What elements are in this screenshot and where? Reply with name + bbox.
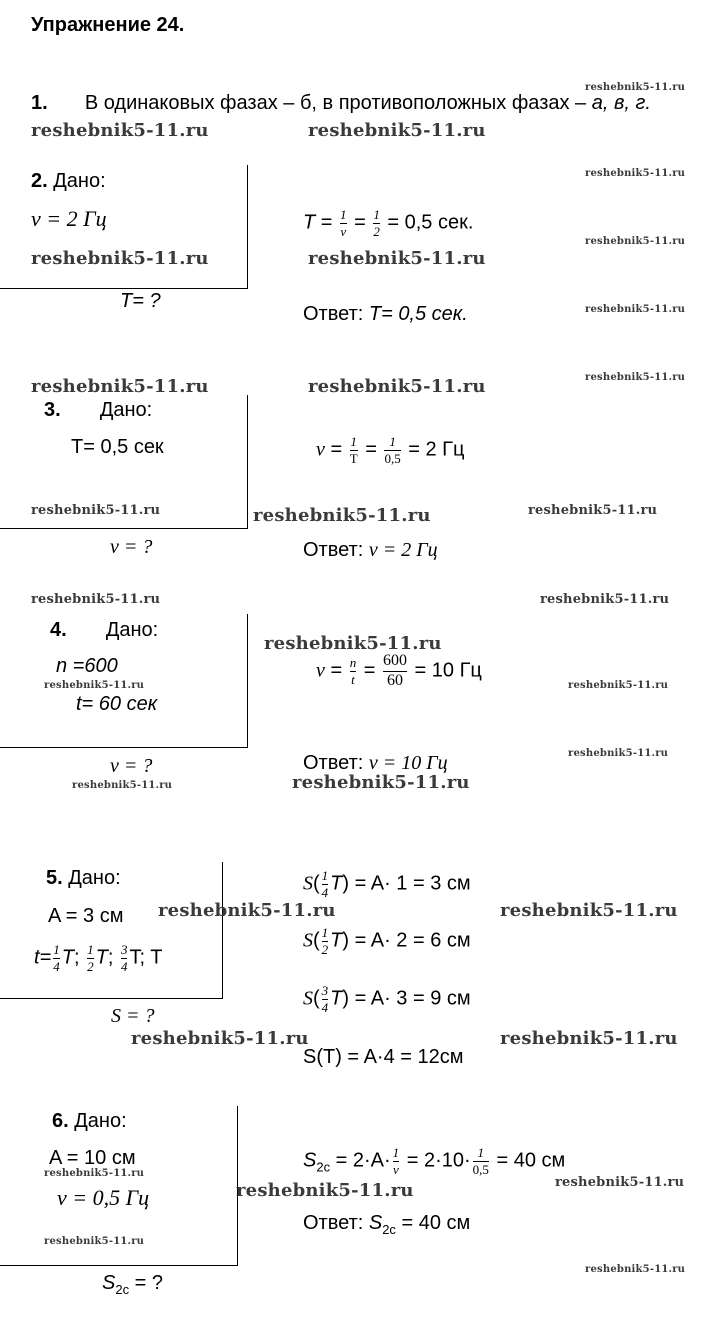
equation-three-quarters: S( $\frac{3}{4}$ T) = A· 3 = 9 см [303,983,471,1015]
watermark: reshebnik5-11.ru [44,1168,145,1179]
watermark: reshebnik5-11.ru [585,1264,686,1275]
watermark: reshebnik5-11.ru [500,900,678,921]
watermark: reshebnik5-11.ru [264,633,442,654]
watermark: reshebnik5-11.ru [308,120,486,141]
problem-1 [31,92,651,115]
page-title: Упражнение 24. [31,14,185,36]
watermark: reshebnik5-11.ru [528,503,658,518]
unknown-label: $S_{2c}$ = ? [102,1272,163,1297]
watermark: reshebnik5-11.ru [31,120,209,141]
given-period: T= 0,5 сек [71,436,164,458]
watermark: reshebnik5-11.ru [308,248,486,269]
watermark: reshebnik5-11.ru [31,376,209,397]
given-label: Дано: [74,1110,127,1132]
unknown-label: ν = ? [110,755,153,777]
watermark: reshebnik5-11.ru [72,780,173,791]
watermark: reshebnik5-11.ru [585,372,686,383]
answer-line: Ответ: ν = 10 Гц [303,752,448,774]
problem-number: 2. [31,170,48,192]
given-header [31,170,106,193]
given-label: Дано: [99,399,153,421]
equation: ν = $\frac{n}{t}$ = $\frac{600}{60}$ = 10 Гц [316,652,482,690]
problem-number: 3. [44,399,61,421]
watermark: reshebnik5-11.ru [31,503,161,518]
unknown-label: T= ? [120,290,161,312]
equation-half: S( $\frac{1}{2}$ T) = A· 2 = 6 см [303,925,471,957]
watermark: reshebnik5-11.ru [292,772,470,793]
watermark: reshebnik5-11.ru [585,82,686,93]
watermark: reshebnik5-11.ru [236,1180,414,1201]
problem-number: 1. [31,92,48,114]
given-label: Дано: [105,619,159,641]
watermark: reshebnik5-11.ru [31,248,209,269]
answer-line: Ответ: ν = 2 Гц [303,539,438,561]
unknown-label: ν = ? [110,536,153,558]
answer-line: Ответ: $S_{2c} = 40$ см [303,1212,471,1237]
answer-letters: а, в, г. [591,92,651,114]
watermark: reshebnik5-11.ru [31,592,161,607]
watermark: reshebnik5-11.ru [585,168,686,179]
given-amplitude: A = 3 см [48,905,124,927]
given-header [52,1110,127,1133]
equation: $S_{2c} = 2\cdot A\cdot$ $\frac{1}{\nu}$ = 2·10· $\frac{1}{0,5}$ = 40 см [303,1145,566,1177]
watermark: reshebnik5-11.ru [568,680,669,691]
given-label: Дано: [53,170,106,192]
given-header [50,619,158,642]
watermark: reshebnik5-11.ru [44,680,145,691]
answer-line: Ответ: T= 0,5 сек. [303,303,468,325]
watermark: reshebnik5-11.ru [540,592,670,607]
watermark: reshebnik5-11.ru [585,236,686,247]
watermark: reshebnik5-11.ru [131,1028,309,1049]
watermark: reshebnik5-11.ru [585,304,686,315]
equation-quarter: S( $\frac{1}{4}$ T) = A· 1 = 3 см [303,868,471,900]
given-label: Дано: [68,867,121,889]
watermark: reshebnik5-11.ru [500,1028,678,1049]
equation: ν = $\frac{1}{T}$ = $\frac{1}{0,5}$ = 2 Гц [316,434,465,466]
given-time: t= 60 сек [76,693,158,715]
equation-full: S(T) = A·4 = 12см [303,1046,464,1068]
given-frequency: ν = 2 Гц [31,206,107,231]
problem-number: 5. [46,867,63,889]
watermark: reshebnik5-11.ru [158,900,336,921]
watermark: reshebnik5-11.ru [308,376,486,397]
given-times: t= $\frac{1}{4}$ T; $\frac{1}{2}$ T; $\frac{3}{4}$ T; T [34,942,163,974]
watermark: reshebnik5-11.ru [253,505,431,526]
problem-number: 4. [50,619,67,641]
unknown-label: S = ? [111,1005,155,1027]
watermark: reshebnik5-11.ru [44,1236,145,1247]
watermark: reshebnik5-11.ru [555,1175,685,1190]
given-count: n =600 [56,655,118,677]
equation: T = $\frac{1}{\nu}$ = $\frac{1}{2}$ = 0,5 сек. [303,207,474,239]
problem-number: 6. [52,1110,69,1132]
watermark: reshebnik5-11.ru [568,748,669,759]
problem-text: В одинаковых фазах – б, в противоположных фазах – [84,92,592,114]
given-frequency: ν = 0,5 Гц [57,1185,150,1210]
given-header [46,867,121,890]
given-amplitude: A = 10 см [49,1147,136,1169]
given-header [44,399,152,422]
